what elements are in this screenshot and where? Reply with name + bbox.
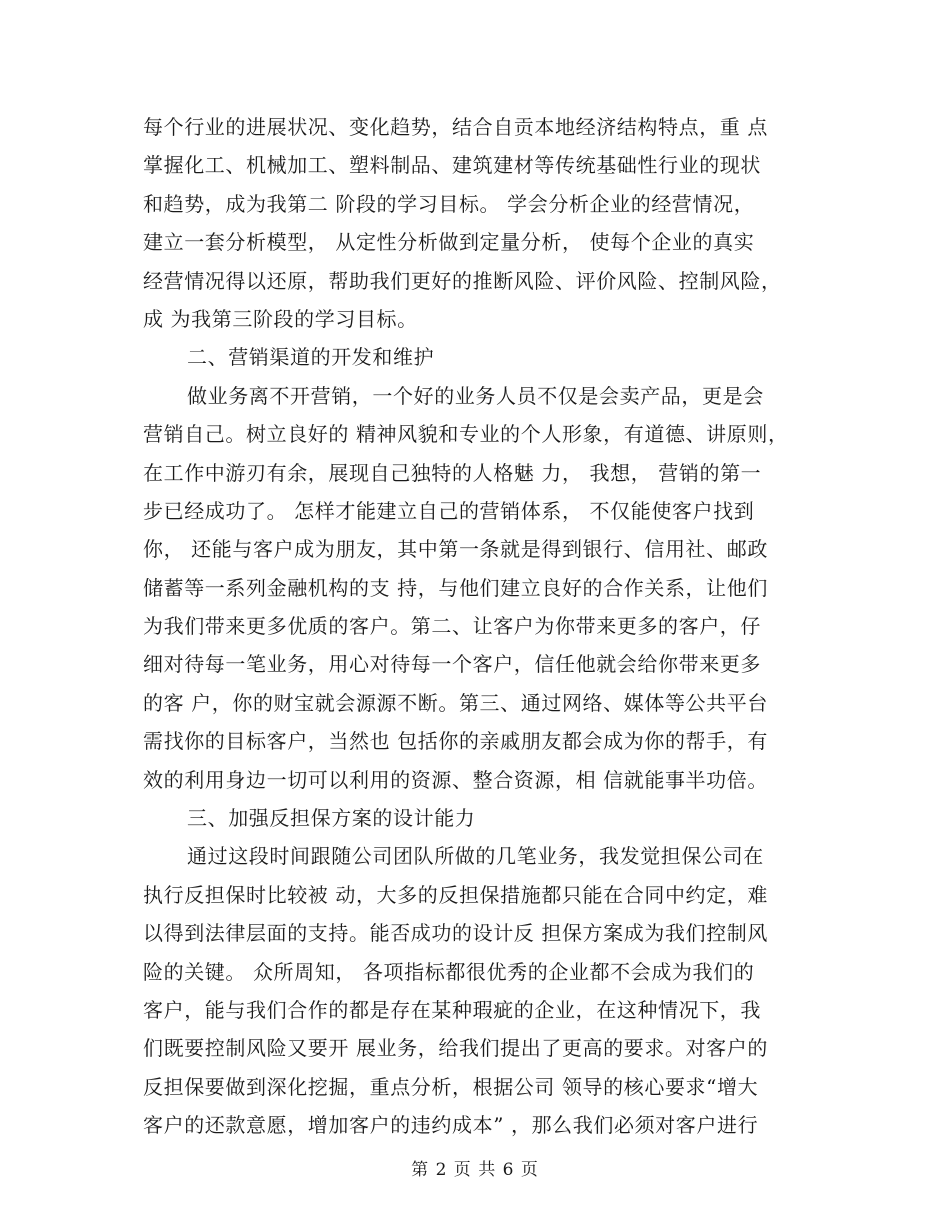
text-line: 通过这段时间跟随公司团队所做的几笔业务，我发觉担保公司在 [187,844,764,869]
text-line: 建立一套分析模型， 从定性分析做到定量分析， 使每个企业的真实 [143,230,755,255]
text-line: 三、加强反担保方案的设计能力 [187,806,476,831]
text-line: 需找你的目标客户，当然也 包括你的亲戚朋友都会成为你的帮手，有 [143,729,768,754]
text-line: 经营情况得以还原，帮助我们更好的推断风险、评价风险、控制风险， [143,268,782,293]
text-line: 二、营销渠道的开发和维护 [187,345,435,370]
text-line: 客户，能与我们合作的都是存在某种瑕疵的企业，在这种情况下，我 [143,997,761,1022]
page-footer [0,1155,950,1180]
page-number-label: 第 2 页 共 6 页 [411,1160,539,1180]
text-line: 你， 还能与客户成为朋友，其中第一条就是得到银行、信用社、邮政 [143,537,768,562]
text-line: 执行反担保时比较被 动，大多的反担保措施都只能在合同中约定，难 [143,882,768,907]
body-text [143,108,823,1145]
text-line: 以得到法律层面的支持。能否成功的设计反 担保方案成为我们控制风 [143,921,768,946]
text-line: 细对待每一笔业务，用心对待每一个客户，信任他就会给你带来更多 [143,652,761,677]
text-line: 反担保要做到深化挖掘，重点分析，根据公司 领导的核心要求“增大 [143,1074,759,1099]
text-line: 的客 户，你的财宝就会源源不断。第三、通过网络、媒体等公共平台 [143,690,768,715]
text-line: 们既要控制风险又要开 展业务，给我们提出了更高的要求。对客户的 [143,1036,768,1061]
text-line: 储蓄等一系列金融机构的支 持，与他们建立良好的合作关系，让他们 [143,575,768,600]
text-line: 为我们带来更多优质的客户。第二、让客户为你带来更多的客户，仔 [143,614,761,639]
text-line: 在工作中游刃有余，展现自己独特的人格魅 力， 我想， 营销的第一 [143,460,762,485]
text-line: 效的利用身边一切可以利用的资源、整合资源，相 信就能事半功倍。 [143,767,768,792]
text-line: 步已经成功了。 怎样才能建立自己的营销体系， 不仅能使客户找到 [143,498,755,523]
text-line: 每个行业的进展状况、变化趋势，结合自贡本地经济结构特点，重 点 [143,115,768,139]
text-line: 营销自己。树立良好的 精神风貌和专业的个人形象，有道德、讲原则， [143,422,789,447]
text-line: 成 为我第三阶段的学习目标。 [143,306,418,331]
text-line: 做业务离不开营销，一个好的业务人员不仅是会卖产品，更是会 [187,383,764,408]
text-line: 掌握化工、机械加工、塑料制品、建筑建材等传统基础性行业的现状 [143,153,761,178]
text-line: 客户的还款意愿，增加客户的违约成本” ，那么我们必须对客户进行 [143,1113,759,1138]
text-line: 险的关键。 众所周知， 各项指标都很优秀的企业都不会成为我们的 [143,959,755,984]
text-line: 和趋势，成为我第二 阶段的学习目标。 学会分析企业的经营情况， [143,191,755,216]
